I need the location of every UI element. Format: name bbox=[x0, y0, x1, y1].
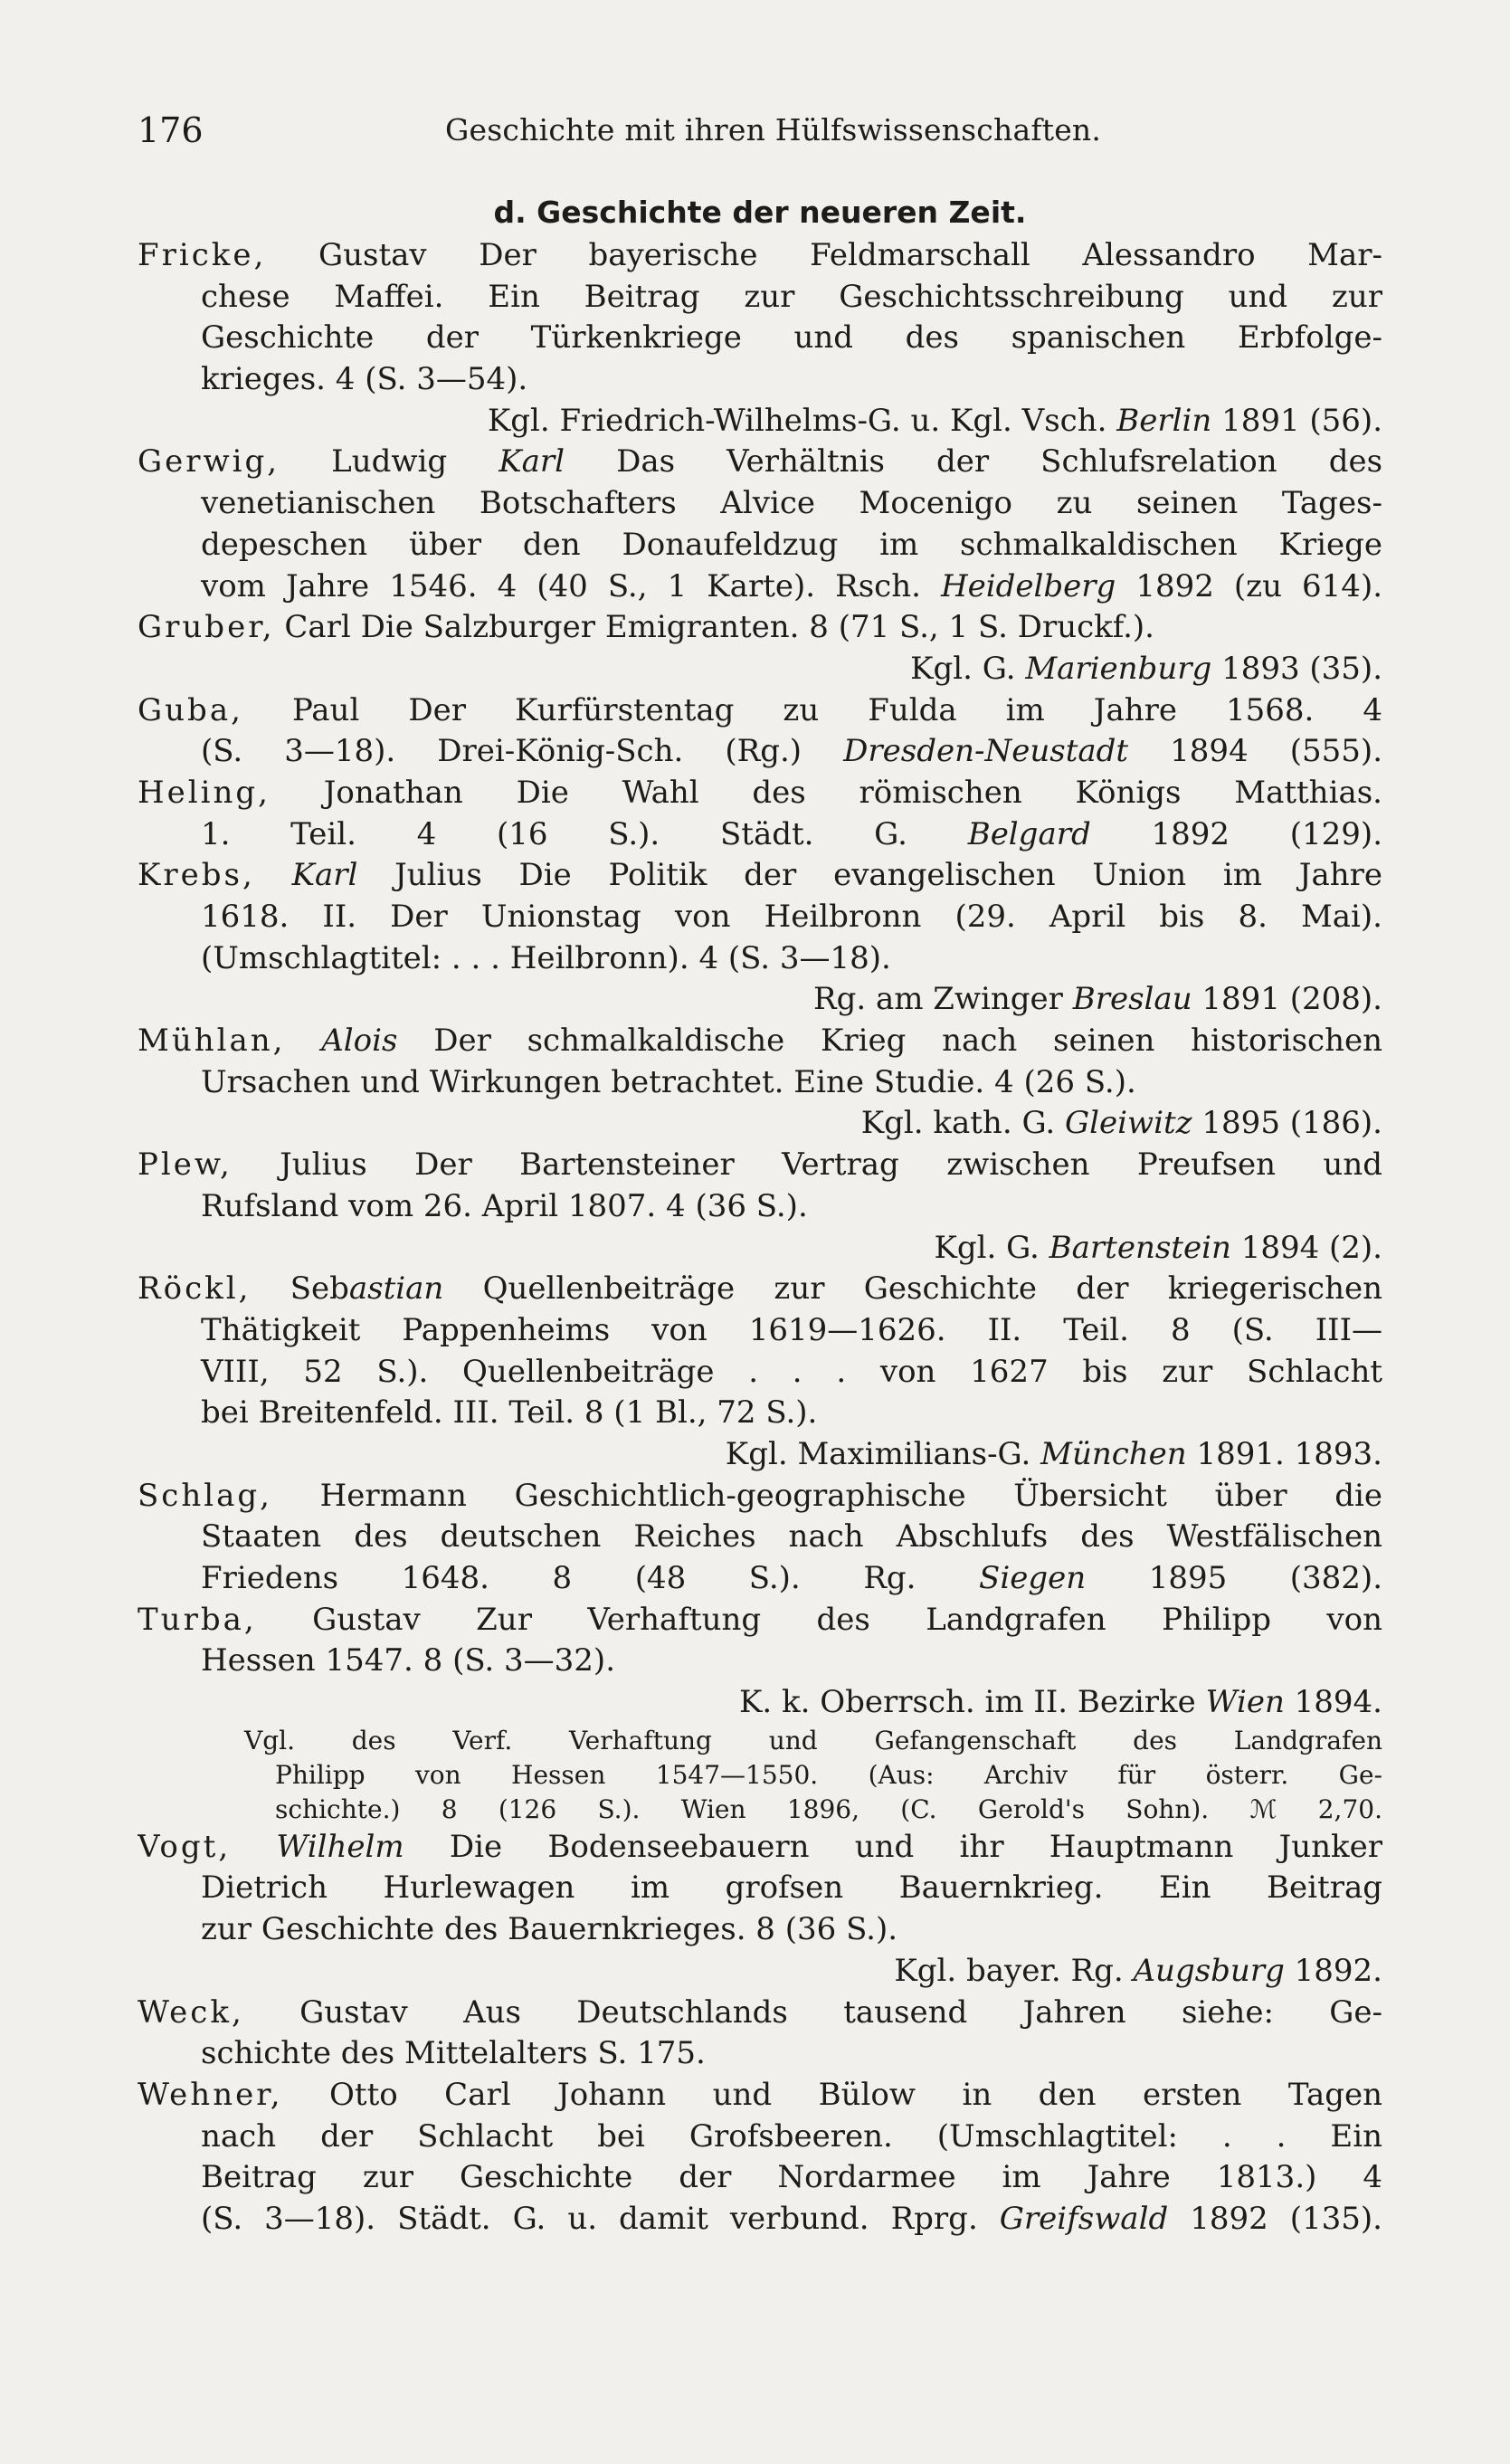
author-name: Guba, bbox=[138, 691, 243, 728]
page-header bbox=[138, 110, 1382, 156]
author-name: Gruber, bbox=[138, 609, 275, 646]
entry-location: K. k. Oberrsch. im II. Bezirke Wien 1894. bbox=[739, 1684, 1382, 1721]
bibliography-list bbox=[138, 192, 1382, 2240]
entry-gerwig: Gerwig, Ludwig Karl Das Verhältnis der Schlufsrelation des venetianischen Botschafters Alvice Mocenigo zu seinen Tages- depeschen über den Donaufeldzug im schmalkaldischen Kriege vom Jahre 1546. 4 (40 S., 1 Karte). Rsch. Heidelberg 1892 (zu 614). bbox=[138, 443, 1382, 604]
author-name: Weck, bbox=[138, 1993, 244, 2031]
entry-note: Vgl. des Verf. Verhaftung und Gefangenschaft des Landgrafen Philipp von Hessen 1547—1550. (Aus: Archiv für österr. Ge- schichte.) 8 (126 S.). Wien 1896, (C. Gerold's Sohn). ℳ 2,70. bbox=[244, 1725, 1382, 1824]
author-name: Heling, bbox=[138, 774, 271, 811]
entry-heling: Heling, Jonathan Die Wahl des römischen Königs Matthias. 1. Teil. 4 (16 S.). Städt. G. Belgard 1892 (129). bbox=[138, 774, 1382, 852]
author-name: Mühlan, bbox=[138, 1023, 286, 1060]
page-number: 176 bbox=[138, 110, 204, 150]
entry-location: Kgl. G. Bartenstein 1894 (2). bbox=[934, 1229, 1382, 1266]
author-name: Vogt, bbox=[138, 1828, 232, 1865]
entry-vogt: Vogt, Wilhelm Die Bodenseebauern und ihr Hauptmann Junker Dietrich Hurlewagen im grofsen Bauernkrieg. Ein Beitrag zur Geschichte des Bauernkrieges. 8 (36 S.). Kgl. bayer. Rg. Augsburg 1892. bbox=[138, 1827, 1382, 1993]
author-name: Gerwig, bbox=[138, 443, 280, 480]
author-name: Plew, bbox=[138, 1146, 233, 1184]
section-heading: d. Geschichte der neueren Zeit. bbox=[493, 195, 1027, 230]
entry-weck: Weck, Gustav Aus Deutschlands tausend Jahren siehe: Ge- schichte des Mittelalters S. 175. bbox=[138, 1993, 1382, 2072]
running-title: Geschichte mit ihren Hülfswissenschaften. bbox=[445, 112, 1102, 147]
entry-turba: Turba, Gustav Zur Verhaftung des Landgrafen Philipp von Hessen 1547. 8 (S. 3—32). K. k. Oberrsch. im II. Bezirke Wien 1894. Vgl. des Verf. Verhaftung und Gefangenschaft des Landgrafen Philipp von Hessen 1547—1550. (Aus: Archiv für österr. Ge- schichte.) 8 (126 S.). Wien 1896, (C. Gerold's Sohn). ℳ 2,70. bbox=[138, 1600, 1382, 1827]
author-name: Wehner, bbox=[138, 2076, 283, 2113]
entry-location: Kgl. G. Marienburg 1893 (35). bbox=[910, 650, 1382, 687]
author-name: Turba, bbox=[138, 1601, 257, 1638]
entry-location: Kgl. bayer. Rg. Augsburg 1892. bbox=[894, 1952, 1382, 1989]
entry-guba: Guba, Paul Der Kurfürstentag zu Fulda im Jahre 1568. 4 (S. 3—18). Drei-König-Sch. (Rg.) Dresden-Neustadt 1894 (555). bbox=[138, 691, 1382, 770]
author-name: Fricke, bbox=[138, 237, 267, 273]
entry-schlag: Schlag, Hermann Geschichtlich-geographische Übersicht über die Staaten des deutschen Reiches nach Abschlufs des Westfälischen Friedens 1648. 8 (48 S.). Rg. Siegen 1895 (382). bbox=[138, 1477, 1382, 1596]
entry-muehlan: Mühlan, Alois Der schmalkaldische Krieg nach seinen historischen Ursachen und Wirkungen betrachtet. Eine Studie. 4 (26 S.). Kgl. kath. G. Gleiwitz 1895 (186). bbox=[138, 1021, 1382, 1145]
entry-location: Kgl. Maximilians-G. München 1891. 1893. bbox=[725, 1435, 1382, 1472]
entry-plew: Plew, Julius Der Bartensteiner Vertrag zwischen Preufsen und Rufsland vom 26. April 1807. 4 (36 S.). Kgl. G. Bartenstein 1894 (2). bbox=[138, 1145, 1382, 1269]
entry-wehner: Wehner, Otto Carl Johann und Bülow in den ersten Tagen nach der Schlacht bei Grofsbeeren. (Umschlagtitel: . . Ein Beitrag zur Geschichte der Nordarmee im Jahre 1813.) 4 (S. 3—18). Städt. G. u. damit verbund. Rprg. Greifswald 1892 (135). bbox=[138, 2076, 1382, 2237]
entry-fricke: Fricke, Gustav Der bayerische Feldmarschall Alessandro Mar- chese Maffei. Ein Beitrag zur Geschichtsschreibung und zur Geschichte der Türkenkriege und des spanischen Erbfolge- krieges. 4 (S. 3—54). Kgl. Friedrich-Wilhelms-G. u. Kgl. Vsch. Berlin 1891 (56). bbox=[138, 235, 1382, 442]
entry-krebs: Krebs, Karl Julius Die Politik der evangelischen Union im Jahre 1618. II. Der Unionstag von Heilbronn (29. April bis 8. Mai). (Umschlagtitel: . . . Heilbronn). 4 (S. 3—18). Rg. am Zwinger Breslau 1891 (208). bbox=[138, 855, 1382, 1021]
entry-location: Kgl. Friedrich-Wilhelms-G. u. Kgl. Vsch. Berlin 1891 (56). bbox=[487, 402, 1382, 439]
author-name: Röckl, bbox=[138, 1270, 252, 1308]
entry-roeckl: Röckl, Sebastian Quellenbeiträge zur Geschichte der kriegerischen Thätigkeit Pappenheims von 1619—1626. II. Teil. 8 (S. III— VIII, 52 S.). Quellenbeiträge . . . von 1627 bis zur Schlacht bei Breitenfeld. III. Teil. 8 (1 Bl., 72 S.). Kgl. Maximilians-G. München 1891. 1893. bbox=[138, 1269, 1382, 1475]
entry-location: Kgl. kath. G. Gleiwitz 1895 (186). bbox=[860, 1105, 1382, 1142]
entry-gruber: Gruber, Carl Die Salzburger Emigranten. 8 (71 S., 1 S. Druckf.). Kgl. G. Marienburg 1893 (35). bbox=[138, 607, 1382, 690]
author-name: Schlag, bbox=[138, 1477, 272, 1514]
entry-location: Rg. am Zwinger Breslau 1891 (208). bbox=[813, 981, 1382, 1018]
author-name: Krebs, bbox=[138, 857, 255, 894]
